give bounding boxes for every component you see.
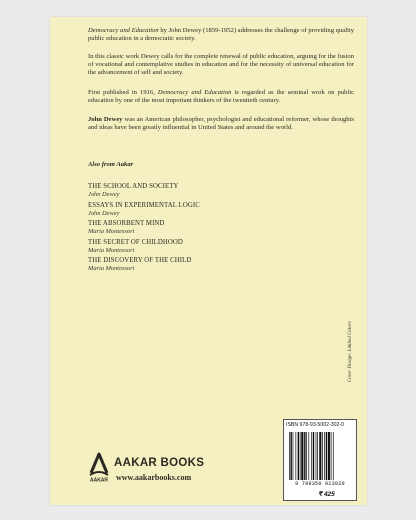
- publication-book-title: Democracy and Education: [157, 89, 232, 96]
- book-title: THE DISCOVERY OF THE CHILD: [88, 257, 192, 264]
- book-author: Maria Montessori: [88, 265, 135, 272]
- isbn-label: ISBN 978-93-5002-302-0: [286, 422, 344, 428]
- book-item: [88, 220, 288, 236]
- intro-text: by John Dewey (1859-1952) addresses the challenge of providing quality public education in a democratic society.: [88, 27, 354, 43]
- also-from-heading: Also from Aakar: [88, 161, 134, 168]
- book-author: Maria Montessori: [88, 228, 135, 235]
- author-bio: was an American philosopher, psychologist and educational reformer, whose thoughts and ideas have been greatly influential in United States and around the world.: [88, 116, 354, 132]
- publication-text-after: is regarded as the seminal work on public education by one of the most important thinkers of the twentieth century.: [88, 89, 354, 105]
- publisher-name: AAKAR BOOKS: [114, 457, 205, 469]
- intro-paragraph: [88, 27, 354, 43]
- book-list: [88, 183, 288, 276]
- barcode-number: 9 789350 023020: [295, 481, 345, 487]
- book-title: THE SCHOOL AND SOCIETY: [88, 183, 179, 190]
- price-label: ₹ 425: [318, 491, 335, 498]
- logo-text: AAKAR: [89, 477, 109, 483]
- book-item: [88, 183, 288, 199]
- publication-paragraph: [88, 89, 354, 105]
- book-title: THE ABSORBENT MIND: [88, 220, 165, 227]
- book-title: THE SECRET OF CHILDHOOD: [88, 238, 183, 246]
- book-author: John Dewey: [88, 191, 120, 198]
- publication-text-before: First published in 1916,: [88, 89, 158, 96]
- intro-book-title: Democracy and Education: [88, 27, 159, 34]
- book-item: [88, 202, 288, 218]
- aakar-logo-icon: [88, 449, 110, 483]
- author-bio-paragraph: [88, 116, 354, 132]
- book-title: ESSAYS IN EXPERIMENTAL LOGIC: [88, 201, 200, 209]
- book-author: Maria Montessori: [88, 246, 135, 254]
- description-paragraph: In this classic work Dewey calls for the complete renewal of public education, arguing for the fusion of vocational and contemplative studies in education and for the necessity of universal education for the advancement of self and society.: [88, 53, 354, 77]
- back-cover: [50, 17, 367, 505]
- cover-design-credit: Cover Design: Limited Colors: [348, 321, 353, 382]
- book-item: [88, 239, 288, 255]
- publisher-url: www.aakarbooks.com: [116, 473, 192, 482]
- barcode-icon: [288, 432, 352, 480]
- book-item: [88, 257, 288, 273]
- barcode-box: [283, 419, 357, 501]
- author-name: John Dewey: [88, 116, 123, 123]
- book-author: John Dewey: [88, 209, 120, 217]
